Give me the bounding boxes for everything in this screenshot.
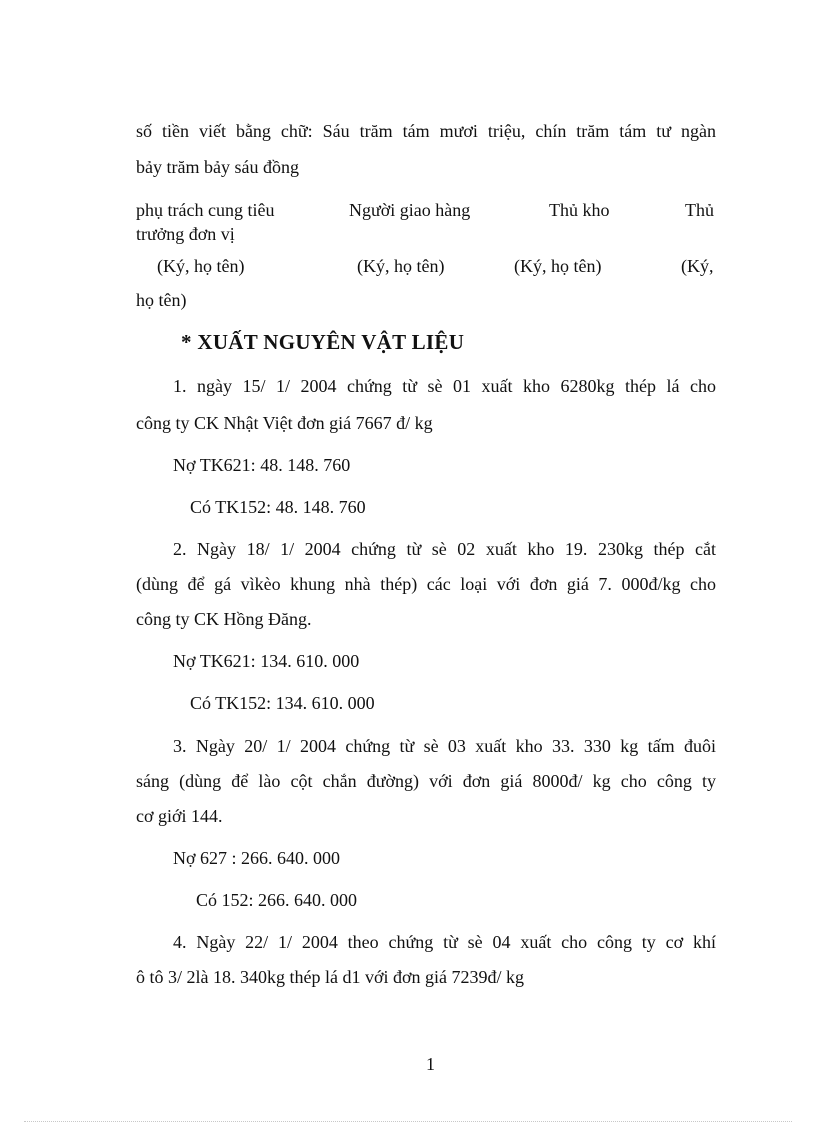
entry-2-credit: Có TK152: 134. 610. 000 [190, 693, 375, 713]
signature-note-2: (Ký, họ tên) [357, 256, 445, 276]
entry-3-line-1: 3. Ngày 20/ 1/ 2004 chứng từ sè 03 xuất kho 33. 330 kg tấm đuôi [173, 736, 716, 756]
entry-2-line-2: (dùng để gá vìkèo khung nhà thép) các loại với đơn giá 7. 000đ/kg cho [136, 574, 716, 594]
signature-role-deliverer: Người giao hàng [349, 200, 471, 220]
signature-role-supply-manager: phụ trách cung tiêu [136, 200, 275, 220]
entry-1-line-2: công ty CK Nhật Việt đơn giá 7667 đ/ kg [136, 413, 433, 433]
signature-note-4-wrap: họ tên) [136, 290, 187, 310]
signature-note-3: (Ký, họ tên) [514, 256, 602, 276]
amount-in-words-line-1: số tiền viết bằng chữ: Sáu trăm tám mươi triệu, chín trăm tám tư ngàn [136, 121, 716, 141]
entry-4-line-2: ô tô 3/ 2là 18. 340kg thép lá d1 với đơn giá 7239đ/ kg [136, 967, 525, 987]
signature-role-storekeeper: Thủ kho [549, 200, 610, 220]
entry-1-line-1: 1. ngày 15/ 1/ 2004 chứng từ sè 01 xuất kho 6280kg thép lá cho [173, 376, 716, 396]
entry-1-debit: Nợ TK621: 48. 148. 760 [173, 455, 351, 475]
entry-3-line-2: sáng (dùng để lào cột chắn đường) với đơn giá 8000đ/ kg cho công ty [136, 771, 716, 791]
entry-2-debit: Nợ TK621: 134. 610. 000 [173, 651, 360, 671]
entry-2-line-3: công ty CK Hồng Đăng. [136, 609, 312, 629]
page-number: 1 [426, 1054, 435, 1074]
signature-note-1: (Ký, họ tên) [157, 256, 245, 276]
signature-role-head: Thủ [685, 200, 714, 220]
signature-note-4: (Ký, [681, 256, 714, 276]
amount-in-words-line-2: bảy trăm bảy sáu đồng [136, 157, 299, 177]
page-bottom-rule [24, 1121, 792, 1122]
section-title: * XUẤT NGUYÊN VẬT LIỆU [181, 330, 465, 354]
entry-4-line-1: 4. Ngày 22/ 1/ 2004 theo chứng từ sè 04 xuất cho công ty cơ khí [173, 932, 716, 952]
entry-3-debit: Nợ 627 : 266. 640. 000 [173, 848, 341, 868]
signature-role-head-wrap: trưởng đơn vị [136, 224, 235, 244]
entry-2-line-1: 2. Ngày 18/ 1/ 2004 chứng từ sè 02 xuất kho 19. 230kg thép cắt [173, 539, 716, 559]
entry-1-credit: Có TK152: 48. 148. 760 [190, 497, 366, 517]
entry-3-line-3: cơ giới 144. [136, 806, 223, 826]
entry-3-credit: Có 152: 266. 640. 000 [196, 890, 358, 910]
